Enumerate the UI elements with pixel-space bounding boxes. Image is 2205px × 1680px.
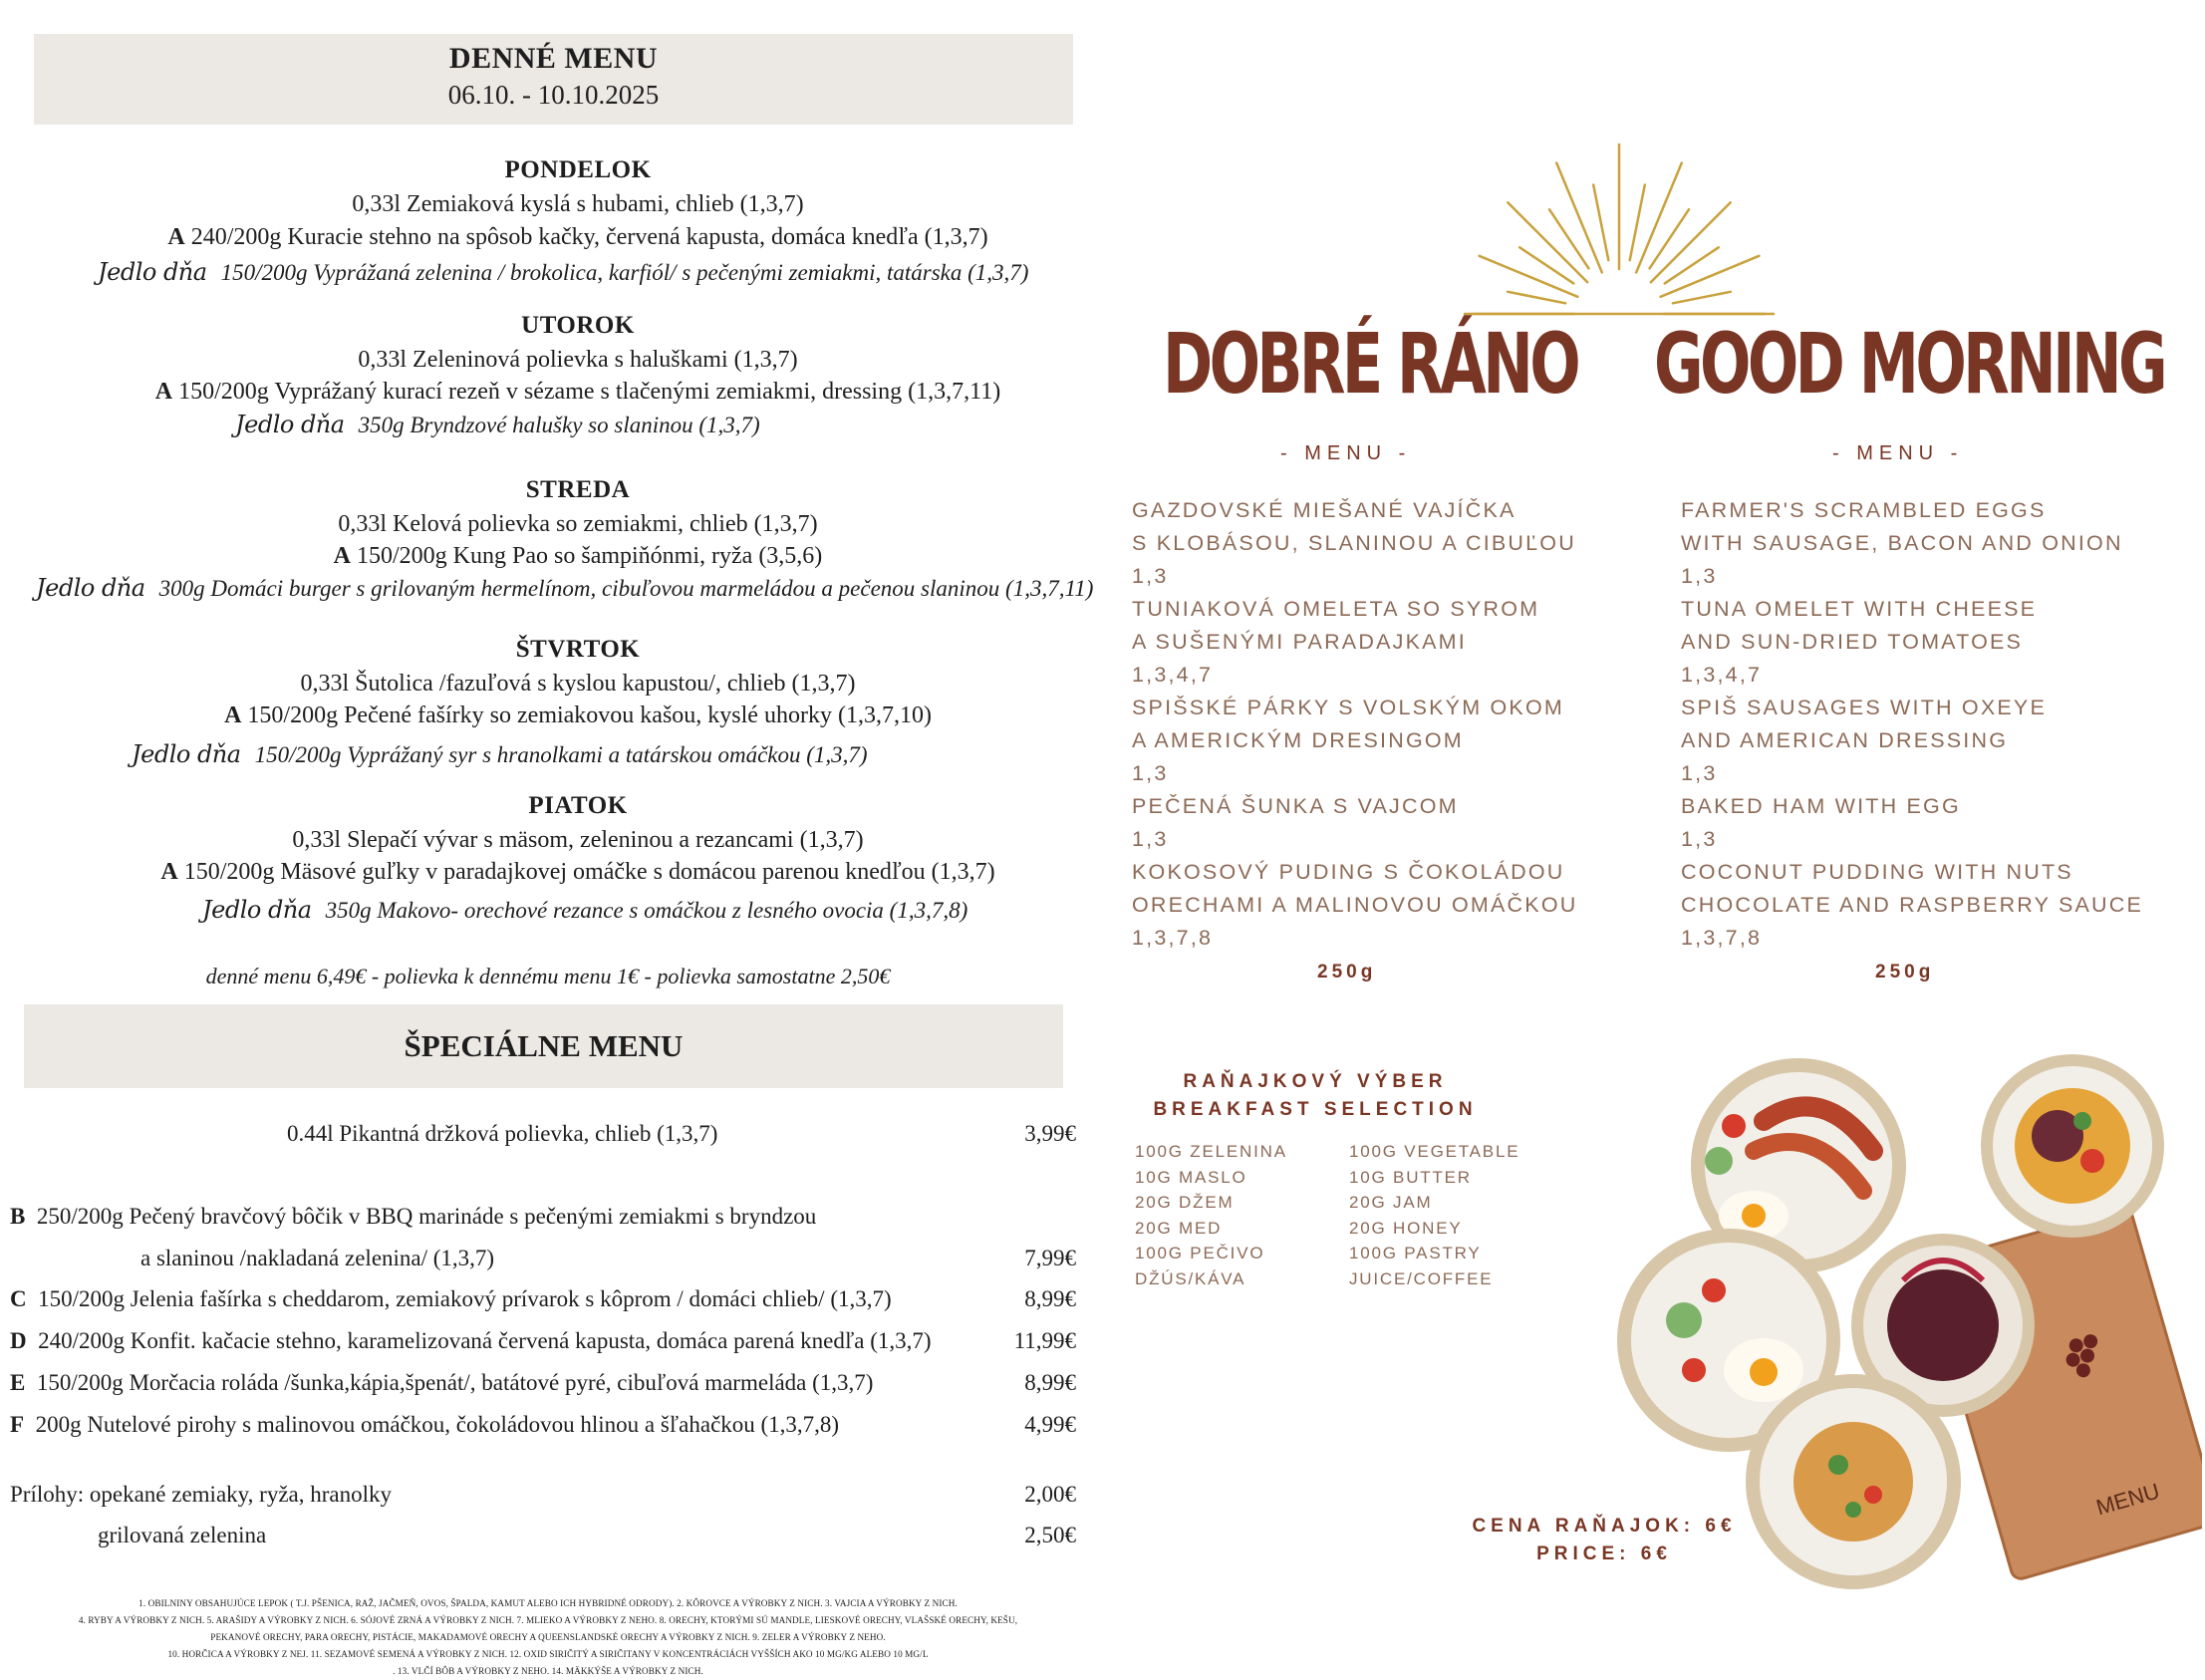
item-letter: F [10,1412,25,1437]
item-allergens: 1,3 [1681,827,1718,851]
item-text: 250/200g Pečený bravčový bôčik v BBQ marináde s pečenými zemiakmi s bryndzou [36,1204,817,1229]
item-text: 150/200g Morčacia roláda /šunka,kápia,špenát/, batátové pyré, cibuľová marmeláda (1,3,7) [36,1370,874,1395]
item-line: S KLOBÁSOU, SLANINOU A CIBUĽOU [1132,531,1576,555]
allergen-line: 1. OBILNINY OBSAHUJÚCE LEPOK ( T.J. PŠENICA, RAŽ, JAČMEŇ, OVOS, ŠPALDA, KAMUT ALEBO ICH HYBRIDNÉ ODRODY). 2. KÔROVCE A VÝROBKY Z NICH. 3. VAJCIA A VÝROBKY Z NICH. [138,1598,958,1608]
item-line: ORECHAMI A MALINOVOU OMÁČKOU [1132,893,1578,917]
side-1-price: 2,00€ [1024,1482,1076,1507]
item-allergens: 1,3,4,7 [1132,663,1214,687]
wednesday-main [0,543,1156,570]
sides-row-1 [10,1482,392,1508]
breakfast-selection-en [1349,1139,1519,1291]
tuesday-dish-of-day-text: 350g Bryndzové halušky so slaninou (1,3,7) [358,413,760,437]
item-line: SPIŠ SAUSAGES WITH OXEYE [1681,696,2048,719]
sun-ray [1630,185,1645,261]
thursday-main [0,702,1156,729]
day-monday-title: PONDELOK [504,156,652,183]
item-allergens: 1,3 [1681,761,1718,785]
selection-item: 10G BUTTER [1349,1167,1472,1187]
breakfast-price [1445,1513,1764,1568]
daily-menu-title: DENNÉ MENU [448,42,659,75]
allergen-line: 10. HORČICA A VÝROBKY Z NEJ. 11. SEZAMOVÉ SEMENÁ A VÝROBKY Z NICH. 12. OXID SIRIČITÝ A SIRIČITANY V KONCENTRÁCIÁCH VYŠŠÍCH AKO 10 MG/KG ALEBO 10 MG/L [167,1649,929,1659]
item-line: WITH SAUSAGE, BACON AND ONION [1681,531,2123,555]
sun-ray [1650,209,1689,268]
thursday-dish-of-day [132,740,868,768]
item-line: COCONUT PUDDING WITH NUTS [1681,860,2073,884]
sun-ray [1651,202,1731,282]
selection-item: 20G HONEY [1349,1218,1463,1238]
special-soup: 0.44l Pikantná držková polievka, chlieb (1,3,7) [287,1121,718,1146]
allergen-line: PEKANOVÉ ORECHY, PARA ORECHY, PISTÁCIE, MAKADAMOVÉ ORECHY A QUEENSLANDSKÉ ORECHY A VÝROBKY Z NICH. 9. ZELER A VÝROBKY Z NEHO. [210,1632,886,1642]
special-item-c [10,1286,892,1312]
item-line: BAKED HAM WITH EGG [1681,794,1961,818]
item-line: TUNIAKOVÁ OMELETA SO SYROM [1132,597,1540,621]
item-allergens: 1,3,7,8 [1681,926,1763,950]
day-wednesday-title: STREDA [525,476,631,503]
item-letter: E [10,1370,26,1395]
title-good-morning-en: GOOD MORNING [1654,315,2165,413]
wednesday-soup: 0,33l Kelová polievka so zemiakmi, chlieb (1,3,7) [338,511,818,537]
special-menu-header [24,1004,1063,1088]
special-item-b [10,1204,816,1230]
breakfast-items-sk [1132,494,1577,955]
plate-pasta-image [1746,1374,1961,1589]
tuesday-main-text: 150/200g Vyprážaný kurací rezeň v sézame s tlačenými zemiakmi, dressing (1,3,7,11) [178,379,1001,405]
friday-main-text: 150/200g Mäsové guľky v paradajkovej omáčke s domácou parenou knedľou (1,3,7) [183,859,995,885]
monday-soup: 0,33l Zemiaková kyslá s hubami, chlieb (1,3,7) [352,191,804,217]
jedlo-dna-label: Jedlo dňa [36,574,145,602]
item-line: GAZDOVSKÉ MIEŠANÉ VAJÍČKA [1132,498,1516,522]
special-item-e [10,1370,873,1396]
item-text: 150/200g Jelenia fašírka s cheddarom, zemiakový prívarok s kôprom / domáci chlieb/ (1,3,7) [38,1286,892,1311]
friday-dish-of-day-text: 350g Makovo- orechové rezance s omáčkou z lesného ovocia (1,3,7,8) [325,898,968,923]
monday-dish-of-day [98,258,1028,286]
selection-item: 100G PEČIVO [1135,1244,1265,1262]
special-item-d-price: 11,99€ [1013,1328,1076,1353]
item-allergens: 1,3,7,8 [1132,926,1214,950]
selection-item: JUICE/COFFEE [1349,1268,1494,1288]
menu-subtitle-sk: - MENU - [1280,442,1412,464]
thursday-dish-of-day-text: 150/200g Vyprážaný syr s hranolkami a tatárskou omáčkou (1,3,7) [254,742,868,767]
day-friday-title: PIATOK [528,792,628,819]
special-soup-price: 3,99€ [1024,1121,1076,1146]
wednesday-main-text: 150/200g Kung Pao so šampiňónmi, ryža (3,5,6) [357,543,823,569]
tuesday-main [0,379,1156,406]
friday-main-letter: A [160,859,178,885]
item-text: 240/200g Konfit. kačacie stehno, karamelizovaná červená kapusta, domáca parená knedľa (1,3,7) [38,1328,932,1353]
sun-ray [1519,247,1573,283]
item-line: CHOCOLATE AND RASPBERRY SAUCE [1681,893,2144,917]
item-line: A AMERICKÝM DRESINGOM [1132,728,1464,752]
monday-main-letter: A [167,224,185,250]
item-letter: C [10,1286,27,1311]
sun-ray [1508,292,1565,304]
item-line: A SUŠENÝMI PARADAJKAMI [1132,630,1467,654]
item-allergens: 1,3 [1681,564,1718,588]
weight-en: 250g [1875,962,1935,982]
item-line: TUNA OMELET WITH CHEESE [1681,597,2038,621]
monday-dish-of-day-text: 150/200g Vyprážaná zelenina / brokolica, karfiól/ s pečenými zemiakmi, tatárska (1,3,7) [220,260,1029,285]
breakfast-selection-title [1146,1068,1485,1124]
sun-ray [1673,292,1731,304]
tuesday-main-letter: A [154,379,173,405]
friday-main [0,859,1156,886]
sun-ray [1665,247,1719,283]
special-item-e-price: 8,99€ [1024,1370,1076,1395]
selection-item: 10G MASLO [1135,1167,1247,1187]
breakfast-items-en [1681,494,2143,955]
jedlo-dna-label: Jedlo dňa [132,740,241,768]
item-line: PEČENÁ ŠUNKA S VAJCOM [1132,794,1459,818]
jedlo-dna-label: Jedlo dňa [235,411,345,438]
allergen-line: 4. RYBY A VÝROBKY Z NICH. 5. ARAŠIDY A VÝROBKY Z NICH. 6. SÓJOVÉ ZRNÁ A VÝROBKY Z NICH. 7. MLIEKO A VÝROBKY Z NEHO. 8. ORECHY, KTORÝMI SÚ MANDLE, LIESKOVÉ ORECHY, VLAŠSKÉ ORECHY, KEŠU, [78,1615,1018,1625]
item-allergens: 1,3 [1132,827,1169,851]
sun-ray [1549,209,1588,268]
special-item-f-price: 4,99€ [1024,1412,1076,1437]
daily-menu-date-range: 06.10. - 10.10.2025 [447,80,660,110]
item-line: KOKOSOVÝ PUDING S ČOKOLÁDOU [1132,860,1565,884]
weight-sk: 250g [1317,962,1377,982]
side-2-price: 2,50€ [1024,1523,1076,1547]
sun-ray [1593,185,1608,261]
friday-dish-of-day [202,896,967,924]
sun-ray [1508,202,1587,282]
monday-main-text: 240/200g Kuracie stehno na spôsob kačky, červená kapusta, domáca knedľa (1,3,7) [190,224,988,250]
special-item-b-price: 7,99€ [1024,1246,1076,1270]
booklet-label: MENU [2093,1478,2163,1521]
day-thursday-title: ŠTVRTOK [515,636,641,663]
day-tuesday-title: UTOROK [521,312,635,339]
item-allergens: 1,3 [1132,761,1169,785]
item-letter: D [10,1328,27,1353]
side-text: opekané zemiaky, ryža, hranolky [89,1482,392,1507]
wednesday-dish-of-day [36,574,1093,602]
breakfast-price-sk: CENA RAŇAJOK: 6€ [1472,1516,1737,1537]
selection-item: 100G VEGETABLE [1349,1142,1520,1161]
item-line: FARMER'S SCRAMBLED EGGS [1681,498,2047,522]
side-2: grilovaná zelenina [98,1523,267,1547]
breakfast-selection-sk [1135,1139,1287,1291]
sides-label: Prílohy: [10,1482,85,1507]
breakfast-selection-title-en: BREAKFAST SELECTION [1153,1099,1478,1120]
item-allergens: 1,3,4,7 [1681,663,1763,687]
selection-item: 100G ZELENINA [1135,1142,1287,1161]
plate-toast-image [1981,1054,2164,1238]
special-item-c-price: 8,99€ [1024,1286,1076,1311]
selection-item: 20G JAM [1349,1193,1433,1212]
sunrise-icon [1445,130,1793,329]
tuesday-soup: 0,33l Zeleninová polievka s haluškami (1,3,7) [358,347,798,373]
item-letter: B [10,1204,26,1229]
wednesday-dish-of-day-text: 300g Domáci burger s grilovaným hermelínom, cibuľovou marmeládou a pečenou slaninou (1,3,7,11) [158,576,1094,601]
title-good-morning-sk: DOBRÉ RÁNO [1163,315,1578,413]
selection-item: 20G DŽEM [1135,1193,1235,1212]
jedlo-dna-label: Jedlo dňa [98,258,207,286]
thursday-main-letter: A [224,702,242,728]
thursday-main-text: 150/200g Pečené fašírky so zemiakovou kašou, kyslé uhorky (1,3,7,10) [247,702,932,728]
thursday-soup: 0,33l Šutolica /fazuľová s kyslou kapustou/, chlieb (1,3,7) [300,671,856,697]
selection-item: DŽÚS/KÁVA [1135,1268,1246,1288]
special-menu-title: ŠPECIÁLNE MENU [404,1028,684,1063]
item-line: AND AMERICAN DRESSING [1681,728,2009,752]
item-text: 200g Nutelové pirohy s malinovou omáčkou, čokoládovou hlinou a šľahačkou (1,3,7,8) [35,1412,840,1437]
friday-soup: 0,33l Slepačí vývar s mäsom, zeleninou a rezancami (1,3,7) [292,827,864,853]
menu-subtitle-en: - MENU - [1832,442,1964,464]
item-line: AND SUN-DRIED TOMATOES [1681,630,2024,654]
special-item-b-line2: a slaninou /nakladaná zelenina/ (1,3,7) [140,1246,495,1270]
tuesday-dish-of-day [235,411,760,438]
breakfast-price-en: PRICE: 6€ [1536,1543,1672,1564]
wednesday-main-letter: A [333,543,352,569]
monday-main [0,224,1156,251]
breakfast-selection-title-sk: RAŇAJKOVÝ VÝBER [1183,1071,1448,1092]
special-item-d [10,1328,932,1354]
allergen-line: . 13. VLČÍ BÔB A VÝROBKY Z NEHO. 14. MÄKKÝŠE A VÝROBKY Z NICH. [393,1666,703,1676]
selection-item: 100G PASTRY [1349,1244,1482,1262]
daily-menu-header [34,34,1073,125]
jedlo-dna-label: Jedlo dňa [202,896,312,924]
selection-item: 20G MED [1135,1218,1223,1238]
item-allergens: 1,3 [1132,564,1169,588]
allergen-legend [10,1595,1086,1680]
daily-menu-price-note: denné menu 6,49€ - polievka k dennému menu 1€ - polievka samostatne 2,50€ [205,964,891,988]
item-line: SPIŠSKÉ PÁRKY S VOLSKÝM OKOM [1132,696,1564,719]
special-item-f [10,1412,839,1438]
